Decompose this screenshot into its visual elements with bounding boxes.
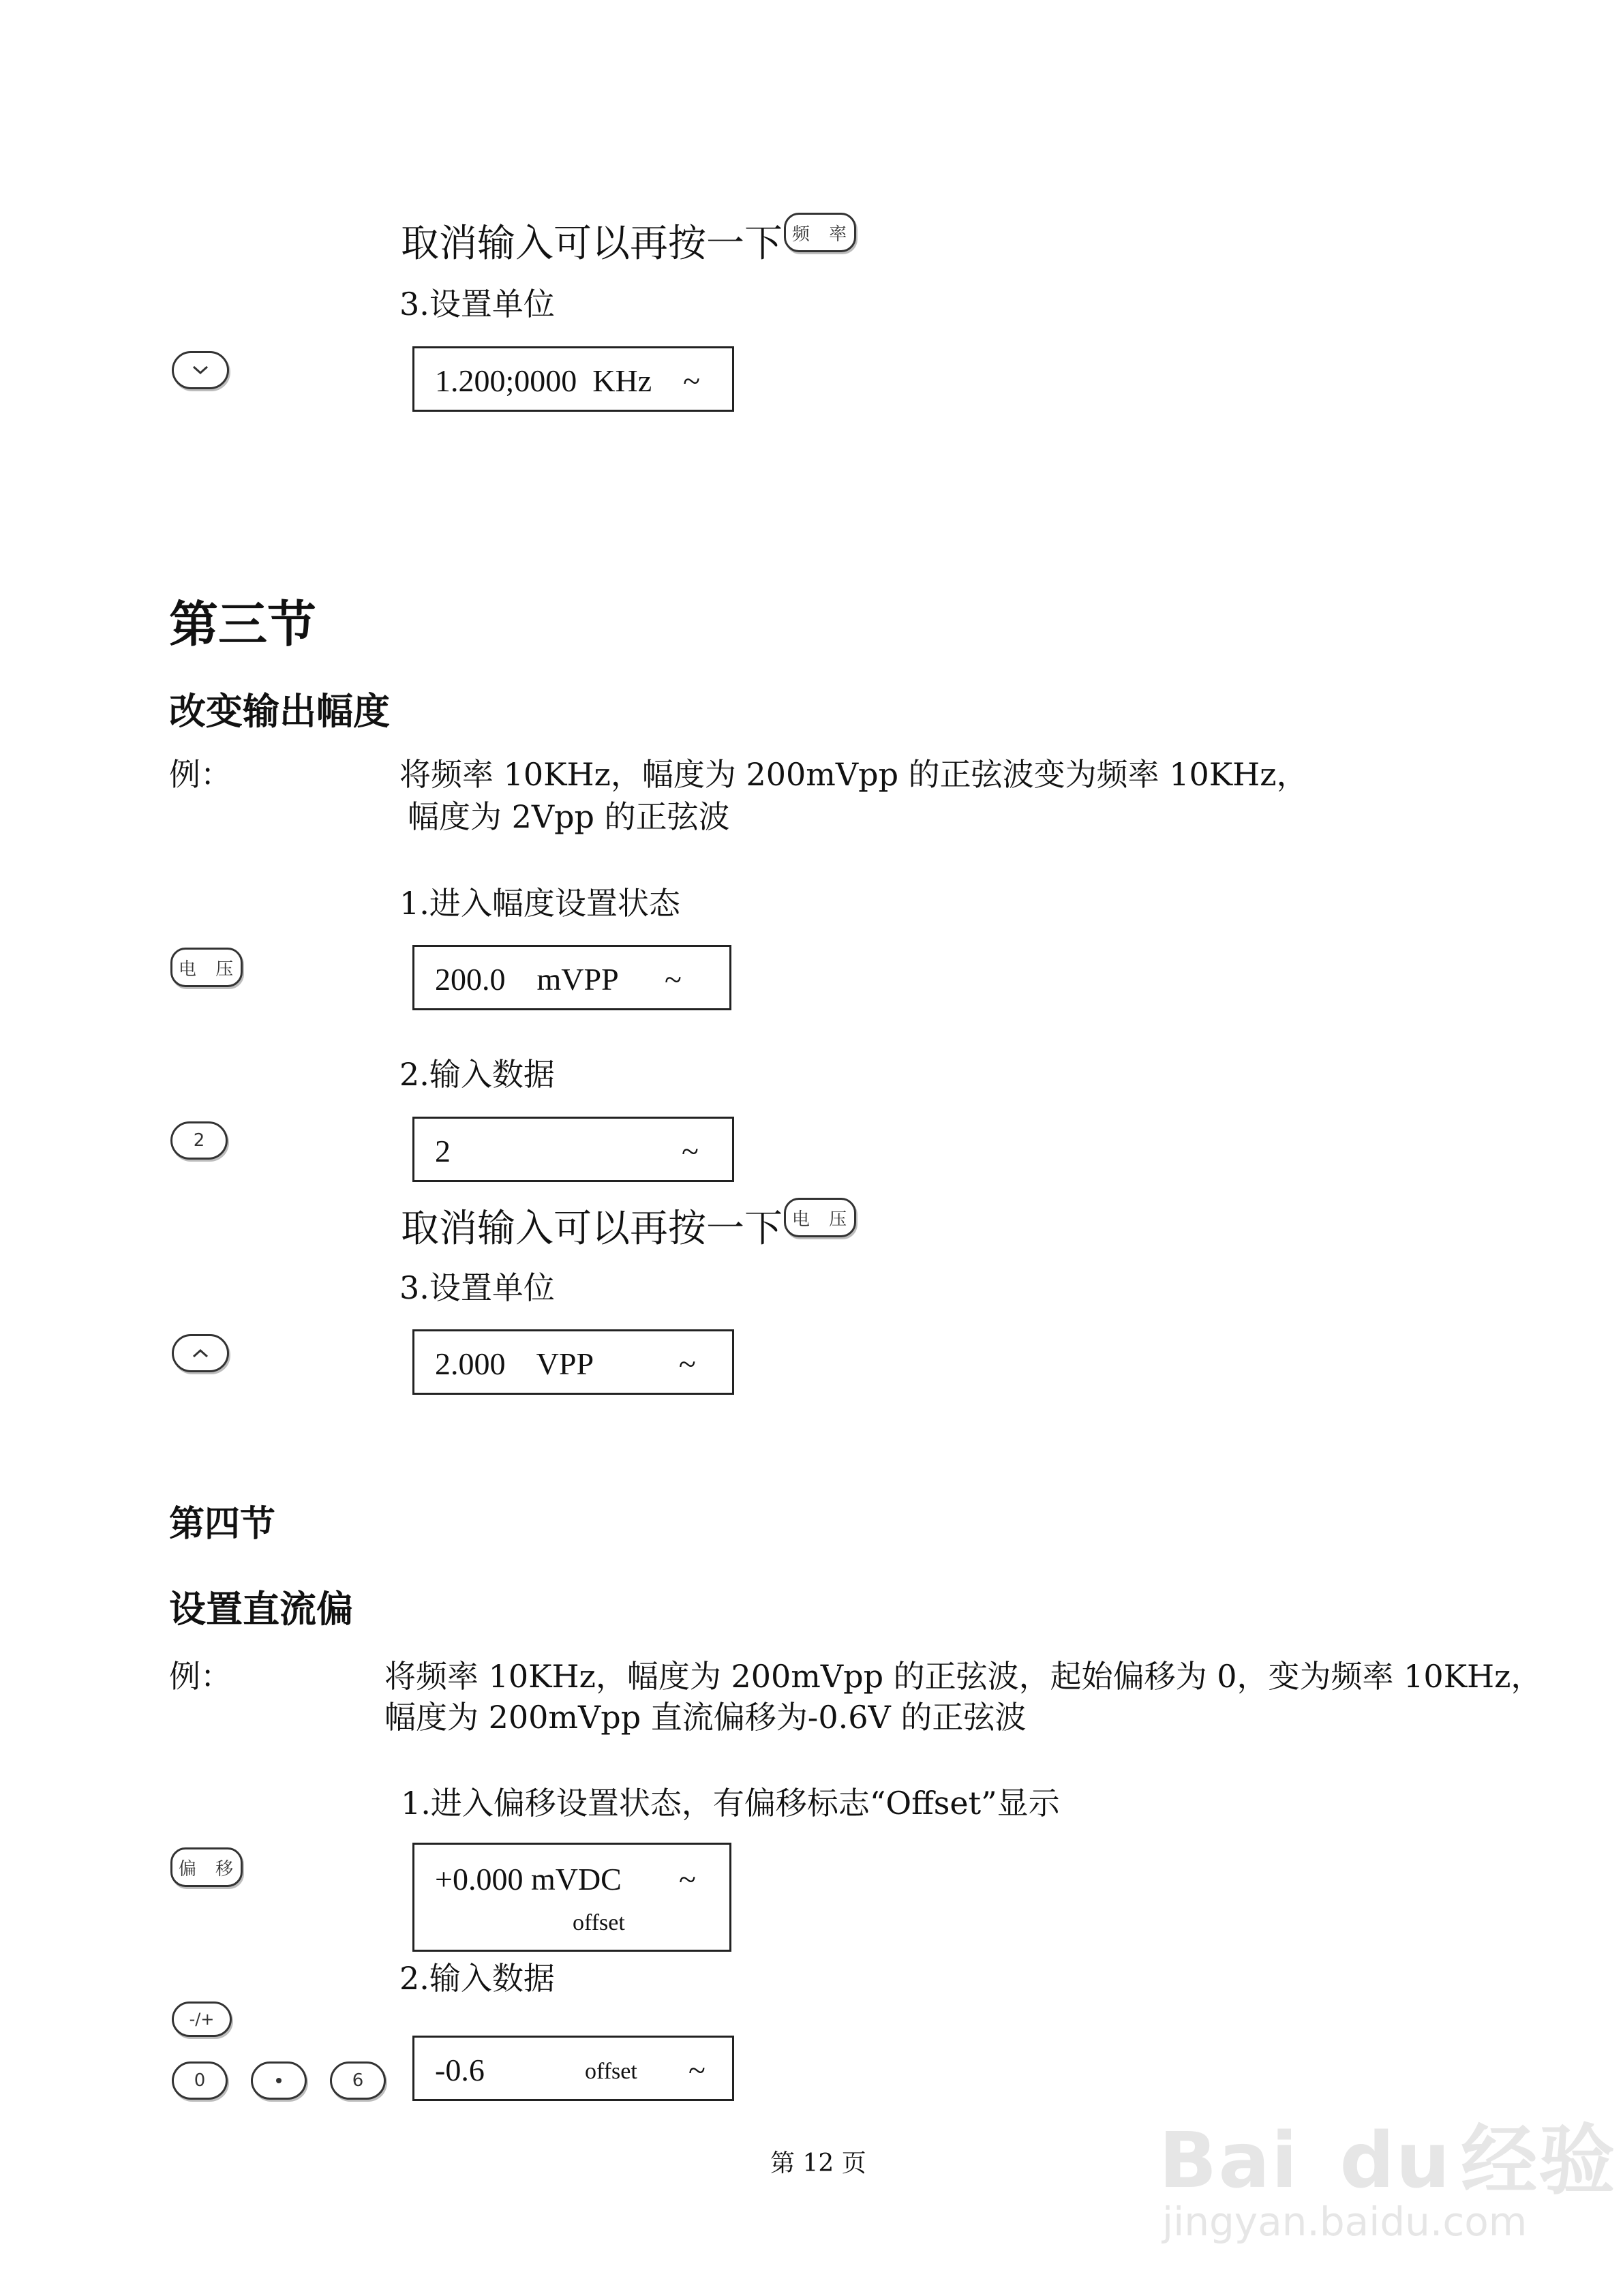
offset-flag: offset — [585, 2059, 637, 2084]
decimal-point-key[interactable] — [251, 2061, 307, 2100]
display-value: 2 — [435, 1134, 451, 1168]
lcd-display — [412, 2036, 734, 2101]
example-text: 幅度为 2Vpp 的正弦波 — [408, 798, 730, 835]
voltage-key[interactable]: 电 压 — [170, 948, 243, 987]
digit-2-key[interactable]: 2 — [170, 1121, 228, 1160]
step-label: 1.进入偏移设置状态，有偏移标志“Offset”显示 — [401, 1785, 1060, 1822]
example-text: 将频率 10KHz，幅度为 200mVpp 的正弦波，起始偏移为 0，变为频率 10KHz， — [384, 1658, 1543, 1695]
cancel-instruction: 取消输入可以再按一下 — [401, 222, 783, 266]
watermark-text: 经验 — [1461, 2117, 1617, 2205]
offset-key[interactable]: 偏 移 — [170, 1847, 243, 1887]
lcd-display — [412, 1843, 731, 1952]
section-title: 设置直流偏 — [169, 1587, 353, 1631]
lcd-display — [412, 945, 731, 1010]
frequency-key[interactable]: 频 率 — [784, 213, 856, 252]
example-text: 幅度为 200mVpp 直流偏移为-0.6V 的正弦波 — [384, 1699, 1027, 1736]
watermark-url: jingyan.baidu.com — [1162, 2199, 1528, 2245]
voltage-key[interactable]: 电 压 — [784, 1198, 856, 1237]
chevron-up-icon — [192, 1348, 209, 1359]
watermark-logo — [1159, 2100, 1616, 2209]
lcd-display — [412, 346, 734, 412]
sign-key[interactable]: -/+ — [172, 2002, 232, 2037]
display-mark: ~ — [682, 1134, 699, 1168]
offset-flag: offset — [573, 1910, 625, 1935]
display-value: 200.0 mVPP ~ — [435, 962, 682, 997]
cancel-instruction: 取消输入可以再按一下 — [401, 1207, 783, 1251]
chevron-down-icon — [192, 365, 209, 376]
section-heading: 第四节 — [169, 1503, 276, 1545]
step-label: 2.输入数据 — [399, 1056, 555, 1093]
example-label: 例： — [169, 756, 232, 793]
example-label: 例： — [169, 1658, 232, 1695]
display-mark: ~ — [688, 2053, 706, 2087]
section-title: 改变输出幅度 — [169, 689, 390, 733]
step-label: 2.输入数据 — [399, 1960, 555, 1997]
digit-0-key[interactable]: 0 — [172, 2061, 228, 2100]
up-arrow-key[interactable] — [172, 1334, 229, 1372]
dot-icon — [275, 2076, 283, 2085]
step-label: 3.设置单位 — [399, 286, 555, 322]
display-value: 1.200;0000 KHz ~ — [435, 363, 701, 398]
down-arrow-key[interactable] — [172, 351, 229, 389]
display-value: 2.000 VPP ~ — [435, 1346, 696, 1381]
display-value: +0.000 mVDC — [435, 1862, 622, 1897]
digit-6-key[interactable]: 6 — [330, 2061, 386, 2100]
watermark-text: du — [1339, 2117, 1452, 2205]
lcd-display — [412, 1117, 734, 1182]
watermark-text: Bai — [1159, 2117, 1299, 2205]
section-heading: 第三节 — [169, 595, 317, 653]
step-label: 1.进入幅度设置状态 — [399, 885, 680, 922]
lcd-display — [412, 1329, 734, 1395]
step-label: 3.设置单位 — [399, 1269, 555, 1306]
page-number: 第 12 页 — [770, 2149, 866, 2177]
display-mark: ~ — [679, 1862, 696, 1897]
example-text: 将频率 10KHz，幅度为 200mVpp 的正弦波变为频率 10KHz， — [399, 756, 1308, 793]
display-value: -0.6 — [435, 2053, 485, 2087]
